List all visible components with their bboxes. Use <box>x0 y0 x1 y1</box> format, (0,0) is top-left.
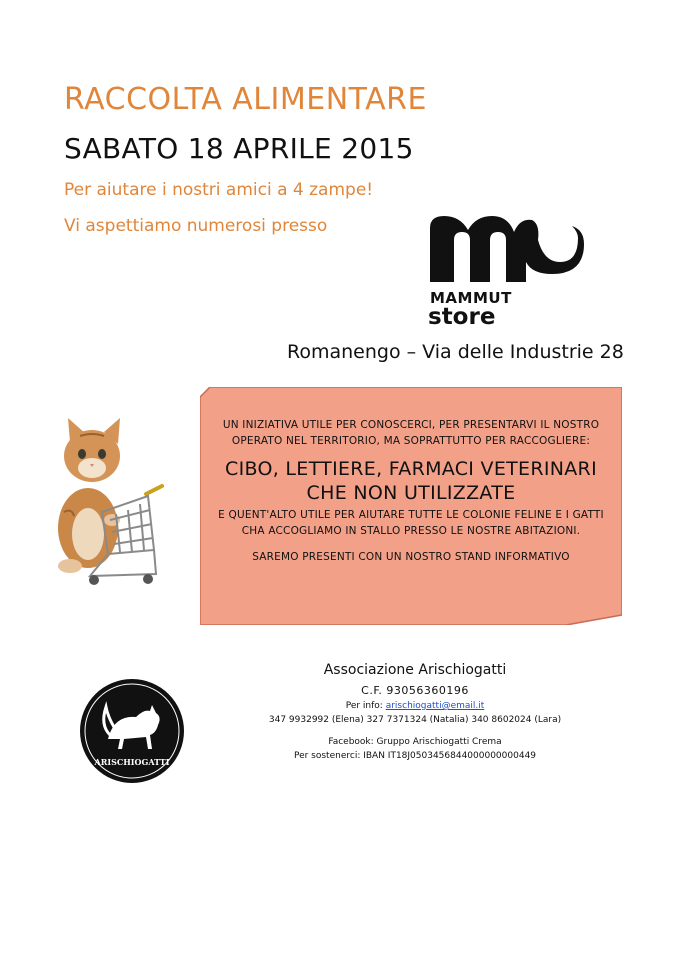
banner-intro: UN INIZIATIVA UTILE PER CONOSCERCI, PER PRESENTARVI IL NOSTRO OPERATO NEL TERRITORIO, MA SOPRATTUTTO PER RACCOGLIERE: <box>222 419 600 447</box>
info-line <box>250 699 580 713</box>
banner-highlight-line2: CHE NON UTILIZZATE <box>306 482 516 504</box>
info-label: Per info: <box>345 701 383 711</box>
info-banner <box>200 387 622 625</box>
logo-text-store: store <box>428 304 496 330</box>
event-subtitle: Per aiutare i nostri amici a 4 zampe! <box>64 180 374 200</box>
arischiogatti-logo <box>78 677 186 785</box>
logo-text-mammut: MAMMUT <box>430 289 512 307</box>
event-title: RACCOLTA ALIMENTARE <box>64 82 427 117</box>
kitten-shopping-cart-image <box>50 416 180 596</box>
store-address: Romanengo – Via delle Industrie 28 <box>287 341 624 363</box>
email-link[interactable]: arischiogatti@email.it <box>385 701 485 711</box>
mammut-store-logo <box>428 210 588 330</box>
banner-highlight-line1: CIBO, LETTIERE, FARMACI VETERINARI <box>225 458 597 480</box>
iban-line: Per sostenerci: IBAN IT18J0503456844000000000449 <box>293 751 537 761</box>
facebook-group: Facebook: Gruppo Arischiogatti Crema <box>328 737 502 747</box>
association-cf: C.F. 93056360196 <box>361 684 469 697</box>
event-date: SABATO 18 APRILE 2015 <box>64 132 414 165</box>
banner-body: E QUENT'ALTO UTILE PER AIUTARE TUTTE LE COLONIE FELINE E I GATTI CHA ACCOGLIAMO IN STALLO PRESSO LE NOSTRE ABITAZIONI. <box>218 509 604 537</box>
badge-text: ARISCHIOGATTI <box>94 757 170 767</box>
association-info <box>250 661 580 763</box>
phone-numbers: 347 9932992 (Elena) 327 7371324 (Natalia) 340 8602024 (Lara) <box>268 715 562 725</box>
banner-stand: SAREMO PRESENTI CON UN NOSTRO STAND INFORMATIVO <box>252 551 570 563</box>
association-name: Associazione Arischiogatti <box>323 662 507 678</box>
event-invite: Vi aspettiamo numerosi presso <box>64 216 328 236</box>
